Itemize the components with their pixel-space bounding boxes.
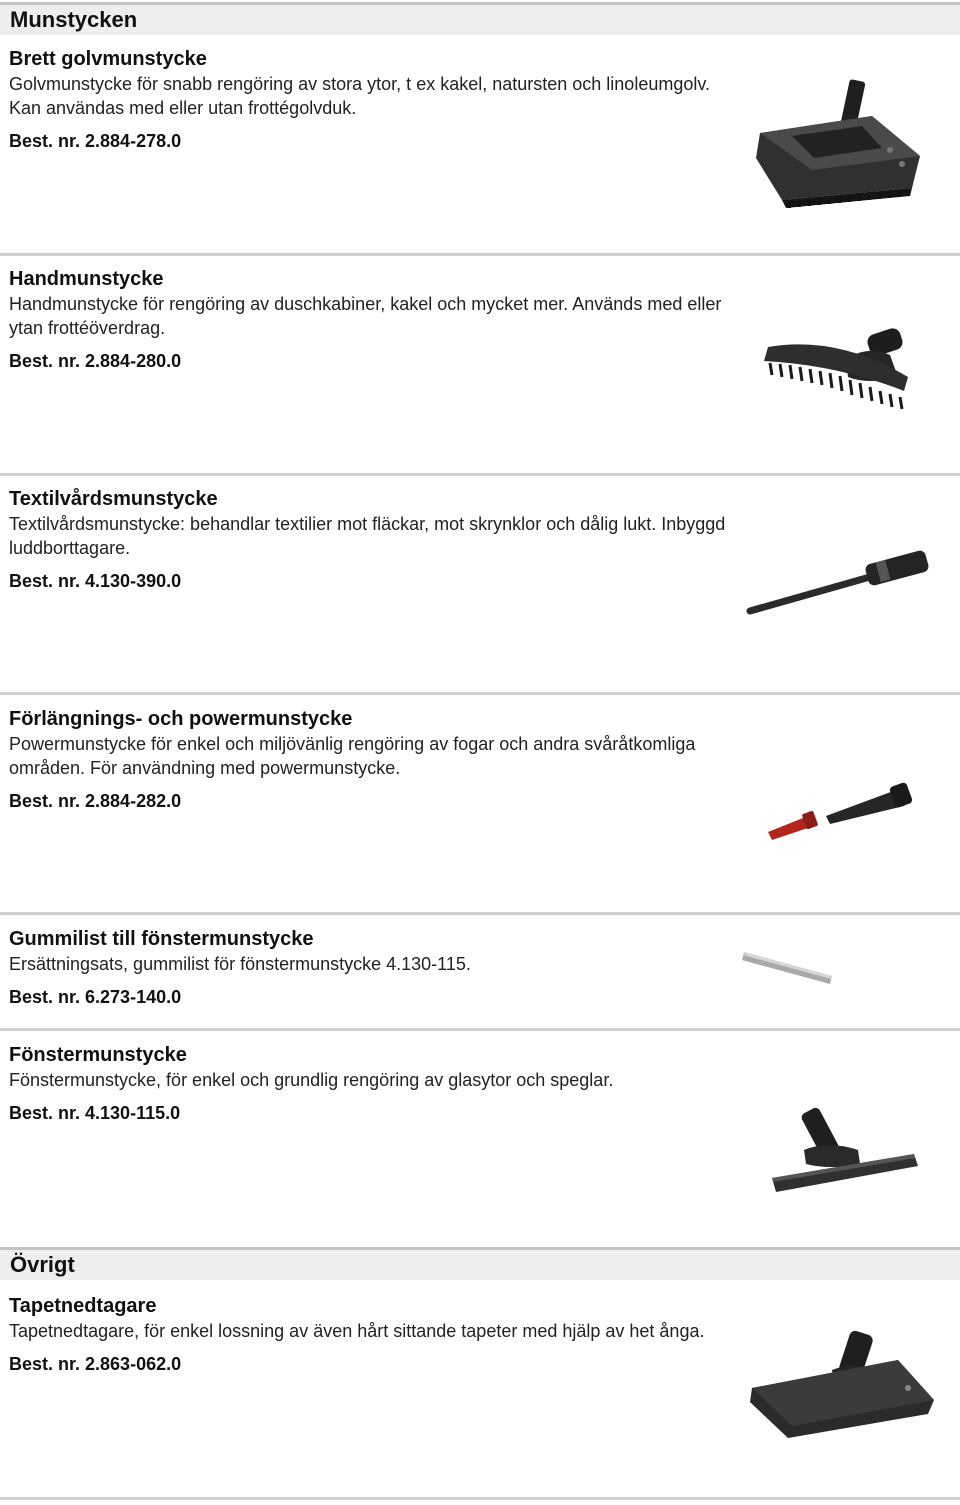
power-nozzle-icon (764, 780, 916, 842)
product-item (9, 487, 739, 593)
product-part-number: Best. nr. 4.130-115.0 (9, 1103, 181, 1123)
product-description: Textilvårdsmunstycke: behandlar textilier mot fläckar, mot skrynklor och dålig lukt. Inbyggd luddborttagare. (9, 514, 726, 558)
divider (0, 1497, 960, 1500)
product-part-number: Best. nr. 2.863-062.0 (9, 1354, 182, 1374)
product-item (9, 927, 739, 1009)
section-title: Munstycken (10, 7, 138, 32)
product-name: Gummilist till fönstermunstycke (9, 928, 314, 950)
product-item (9, 1294, 739, 1376)
product-name: Tapetnedtagare (9, 1295, 157, 1317)
divider (0, 692, 960, 695)
product-description: Ersättningsats, gummilist för fönstermunstycke 4.130-115. (9, 954, 471, 974)
wallpaper-stripper-icon (748, 1330, 936, 1442)
hand-nozzle-icon (758, 325, 918, 417)
product-name: Fönstermunstycke (9, 1044, 187, 1066)
window-nozzle-icon (768, 1106, 920, 1196)
section-title: Övrigt (10, 1252, 75, 1277)
product-name: Förlängnings- och powermunstycke (9, 708, 353, 730)
product-item (9, 267, 739, 373)
textile-nozzle-icon (744, 543, 934, 619)
product-description: Tapetnedtagare, för enkel lossning av även hårt sittande tapeter med hjälp av het ånga. (9, 1321, 705, 1341)
divider (0, 253, 960, 256)
product-item (9, 707, 739, 813)
rubber-strip-icon (740, 946, 836, 990)
section-header-other (0, 1247, 960, 1280)
product-name: Handmunstycke (9, 268, 164, 290)
divider (0, 473, 960, 476)
product-description: Powermunstycke för enkel och miljövänlig rengöring av fogar och andra svåråtkomliga områden. För användning med powermunstycke. (9, 734, 696, 778)
section-header-nozzles (0, 2, 960, 35)
product-description: Handmunstycke för rengöring av duschkabiner, kakel och mycket mer. Används med eller ytan frottéöverdrag. (9, 294, 722, 338)
product-name: Brett golvmunstycke (9, 48, 207, 70)
product-part-number: Best. nr. 2.884-280.0 (9, 351, 182, 371)
product-description: Golvmunstycke för snabb rengöring av stora ytor, t ex kakel, natursten och linoleumgolv. Kan användas med eller utan frottégolvduk. (9, 74, 711, 118)
product-part-number: Best. nr. 6.273-140.0 (9, 987, 182, 1007)
divider (0, 1028, 960, 1031)
divider (0, 912, 960, 915)
product-part-number: Best. nr. 4.130-390.0 (9, 571, 182, 591)
product-item (9, 47, 739, 153)
product-part-number: Best. nr. 2.884-282.0 (9, 791, 182, 811)
product-description: Fönstermunstycke, för enkel och grundlig rengöring av glasytor och speglar. (9, 1070, 614, 1090)
product-name: Textilvårdsmunstycke (9, 488, 218, 510)
product-item (9, 1043, 739, 1125)
floor-nozzle-icon (752, 78, 922, 213)
product-part-number: Best. nr. 2.884-278.0 (9, 131, 182, 151)
